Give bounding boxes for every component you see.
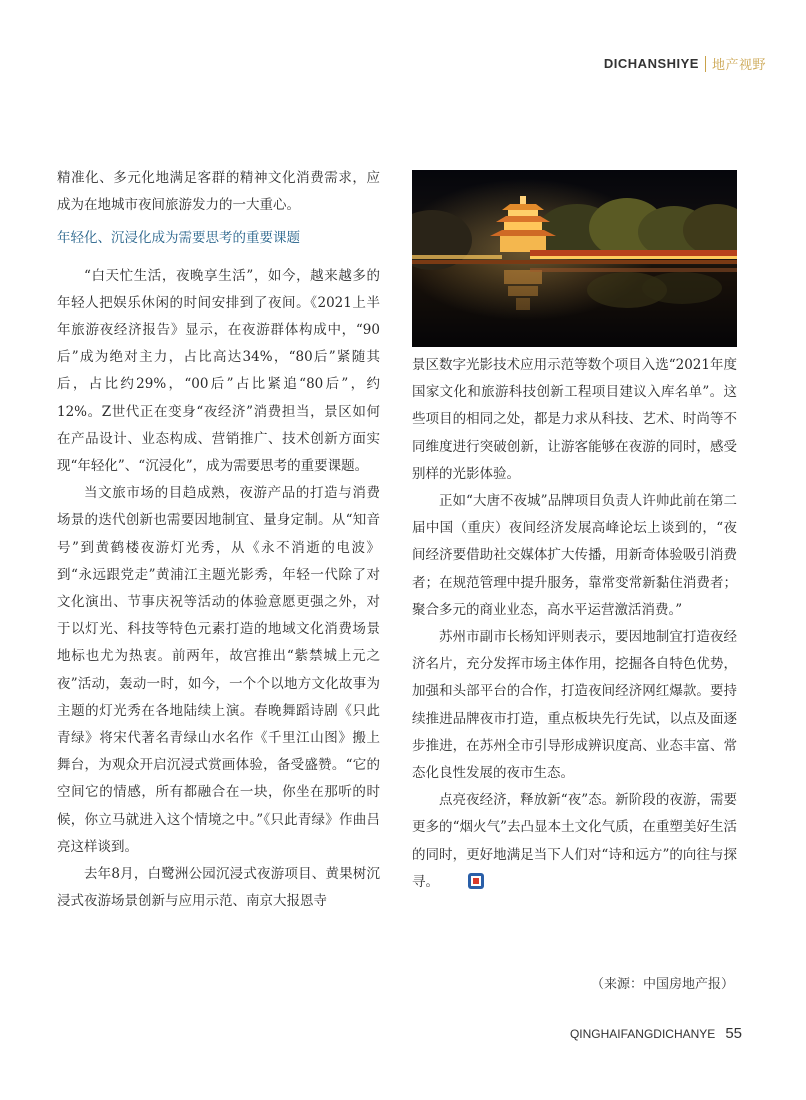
article-source: （来源：中国房地产报） [590,977,734,992]
paragraph: 正如“大唐不夜城”品牌项目负责人许帅此前在第二届中国（重庆）夜间经济发展高峰论坛上谈到的，“夜间经济要借助社交媒体扩大传播，用新奇体验吸引消费者；在规范管理中提升服务，靠常变常新黏住消费者；聚合多元的商业业态，高水平运营激活消费。” [412,493,737,618]
paragraph: “白天忙生活，夜晚享生活”，如今，越来越多的年轻人把娱乐休闲的时间安排到了夜间。《2021上半年旅游夜经济报告》显示，在夜游群体构成中，“90后”成为绝对主力，占比高达34%，“80后”紧随其后，占比约29%，“00后”占比紧追“80后”，约12%。Z世代正在变身“夜经济”消费担当，景区如何在产品设计、业态构成、营销推广、技术创新方面实现“年轻化”、“沉浸化”，成为需要思考的重要课题。 [57,267,380,475]
night-pagoda-photo [412,170,737,347]
right-column [412,352,737,896]
left-column [57,165,380,915]
magazine-column-title: DICHANSHIYE [603,56,699,71]
photo-illustration [412,170,737,347]
paragraph: 去年8月，白鹭洲公园沉浸式夜游项目、黄果树沉浸式夜游场景创新与应用示范、南京大报恩寺 [57,866,380,910]
paragraph: 苏州市副市长杨知评则表示，要因地制宜打造夜经济名片，充分发挥市场主体作用，挖掘各自特色优势，加强和头部平台的合作，打造夜间经济网红爆款。要持续推进品牌夜市打造，重点板块先行先试，以点及面逐步推进，在苏州全市引导形成辨识度高、业态丰富、常态化良性发展的夜市生态。 [412,629,737,782]
closing-paragraph [412,787,737,896]
magazine-name: QINGHAIFANGDICHANYE [569,1027,716,1041]
page-footer [570,1025,742,1042]
paragraph: 当文旅市场的目趋成熟，夜游产品的打造与消费场景的迭代创新也需要因地制宜、量身定制。从“知音号”到黄鹤楼夜游灯光秀，从《永不消逝的电波》到“永远跟党走”黄浦江主题光影秀，年轻一代除了对文化演出、节事庆祝等活动的体验意愿更强之外，对于以灯光、科技等特色元素打造的地域文化消费场景地标也尤为热衷。前两年，故宫推出“紫禁城上元之夜”活动，轰动一时，如今，一个个以地方文化故事为主题的灯光秀在各地陆续上演。春晚舞蹈诗剧《只此青绿》将宋代著名青绿山水名作《千里江山图》搬上舞台，为观众开启沉浸式赏画体验，备受盛赞。“它的空间它的情感，所有都融合在一块，你坐在那听的时候，你立马就进入这个情境之中。”《只此青绿》作曲吕亮这样谈到。 [57,485,380,855]
section-title: 地产视野 [711,58,766,73]
page-number: 55 [725,1025,742,1042]
paragraph: 景区数字光影技术应用示范等数个项目入选“2021年度国家文化和旅游科技创新工程项目建议入库名单”。这些项目的相同之处，都是力求从科技、艺术、时尚等不同维度进行突破创新，让游客能够在夜游的同时，感受别样的光影体验。 [412,357,737,482]
closing-text: 点亮夜经济，释放新“夜”态。新阶段的夜游，需要更多的“烟火气”去凸显本土文化气质，在重塑美好生活的同时，更好地满足当下人们对“诗和远方”的向往与探寻。 [412,792,737,890]
header-divider [705,56,706,72]
paragraph: 精准化、多元化地满足客群的精神文化消费需求，应成为在地城市夜间旅游发力的一大重心。 [57,170,380,214]
page-header [604,54,766,73]
subheading: 年轻化、沉浸化成为需要思考的重要课题 [57,230,300,247]
magazine-logo-icon [441,872,457,888]
